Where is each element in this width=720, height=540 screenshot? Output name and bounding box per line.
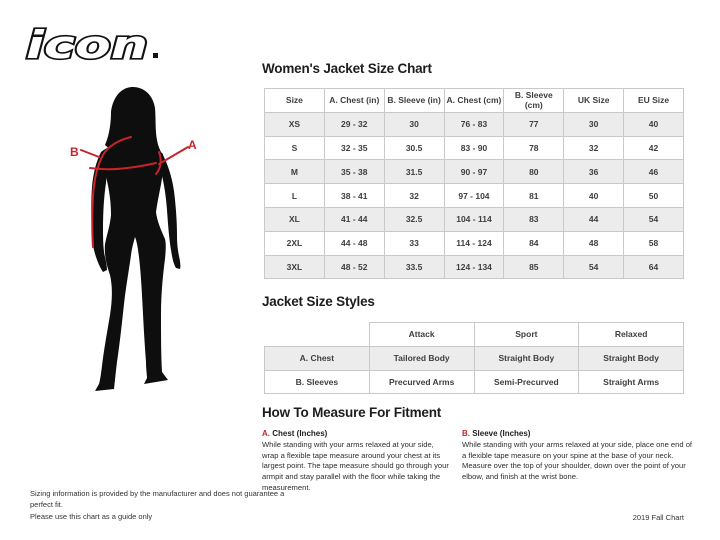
table-row [265, 346, 684, 370]
column-header: B. Sleeve (cm) [504, 89, 564, 113]
table-cell: 83 - 90 [444, 136, 504, 160]
fitment-title: How To Measure For Fitment [262, 405, 442, 420]
fitment-instructions [262, 429, 698, 493]
table-cell: B. Sleeves [265, 370, 370, 394]
table-cell: 81 [504, 184, 564, 208]
chest-measure-instructions [262, 429, 452, 493]
table-cell: 80 [504, 160, 564, 184]
column-header: A. Chest (in) [324, 89, 384, 113]
table-cell: 40 [564, 184, 624, 208]
table-cell: L [265, 184, 325, 208]
table-cell: 36 [564, 160, 624, 184]
table-cell: 97 - 104 [444, 184, 504, 208]
table-row [265, 136, 684, 160]
icon-brand-logo [18, 20, 168, 68]
table-cell: A. Chest [265, 346, 370, 370]
table-cell: 114 - 124 [444, 231, 504, 255]
jacket-styles-table [264, 322, 684, 394]
table-cell: 124 - 134 [444, 255, 504, 279]
table-cell: 30 [564, 112, 624, 136]
table-cell: Precurved Arms [369, 370, 474, 394]
measurement-label-a: A [188, 138, 197, 152]
measurement-label-b: B [70, 145, 79, 159]
table-cell: 31.5 [384, 160, 444, 184]
table-cell: 42 [624, 136, 684, 160]
table-cell: 44 - 48 [324, 231, 384, 255]
label-a-leader-line [159, 147, 188, 164]
female-silhouette [91, 87, 180, 391]
column-header: Attack [369, 323, 474, 347]
table-row [265, 207, 684, 231]
chest-instructions-body: While standing with your arms relaxed at your side, wrap a flexible tape measure around your chest at its largest point. The tape measure should go through your armpit and stay parallel with the floor while taking the measurement. [262, 440, 449, 492]
column-header: Size [265, 89, 325, 113]
table-cell: 29 - 32 [324, 112, 384, 136]
column-header: Sport [474, 323, 579, 347]
sleeve-measure-instructions [462, 429, 698, 493]
table-cell: 3XL [265, 255, 325, 279]
table-cell: M [265, 160, 325, 184]
disclaimer-line-1: Sizing information is provided by the manufacturer and does not guarantee a perfect fit. [30, 489, 285, 510]
chest-heading-prefix: A. [262, 429, 270, 438]
table-cell: 76 - 83 [444, 112, 504, 136]
table-cell: 32 [384, 184, 444, 208]
table-row [265, 255, 684, 279]
table-cell: 50 [624, 184, 684, 208]
table-cell: 35 - 38 [324, 160, 384, 184]
column-header: UK Size [564, 89, 624, 113]
chest-heading-text: Chest (Inches) [270, 429, 328, 438]
table-cell: 30.5 [384, 136, 444, 160]
table-row [265, 112, 684, 136]
column-header: Relaxed [579, 323, 684, 347]
size-chart-title: Women's Jacket Size Chart [262, 61, 432, 76]
table-cell: 104 - 114 [444, 207, 504, 231]
table-cell: XS [265, 112, 325, 136]
table-cell: 33 [384, 231, 444, 255]
table-cell: 32 [564, 136, 624, 160]
table-cell: Straight Body [579, 346, 684, 370]
table-cell: 32 - 35 [324, 136, 384, 160]
table-cell: 54 [564, 255, 624, 279]
sleeve-heading-text: Sleeve (Inches) [470, 429, 531, 438]
table-cell: Straight Body [474, 346, 579, 370]
column-header: A. Chest (cm) [444, 89, 504, 113]
table-cell: 41 - 44 [324, 207, 384, 231]
table-cell: 32.5 [384, 207, 444, 231]
table-cell: XL [265, 207, 325, 231]
column-header: B. Sleeve (in) [384, 89, 444, 113]
header-row [265, 89, 684, 113]
styles-table-title: Jacket Size Styles [262, 294, 375, 309]
sizing-disclaimer [30, 488, 300, 522]
sleeve-instructions-body: While standing with your arms relaxed at your side, place one end of a flexible tape measure on your spine at the base of your neck. Measure over the top of your shoulder, down over the point of your elbow, and finish at the wrist bone. [462, 440, 693, 481]
table-cell: Straight Arms [579, 370, 684, 394]
column-header: EU Size [624, 89, 684, 113]
disclaimer-line-2: Please use this chart as a guide only [30, 511, 153, 521]
table-cell: Semi-Precurved [474, 370, 579, 394]
table-cell: 77 [504, 112, 564, 136]
table-cell: 48 [564, 231, 624, 255]
header-row [265, 323, 684, 347]
chart-version: 2019 Fall Chart [632, 513, 684, 522]
table-cell: 58 [624, 231, 684, 255]
sleeve-heading-prefix: B. [462, 429, 470, 438]
table-row [265, 231, 684, 255]
logo-text: icon [26, 23, 148, 67]
blank-corner-cell [265, 323, 370, 347]
table-cell: 83 [504, 207, 564, 231]
table-cell: 85 [504, 255, 564, 279]
sleeve-instructions-heading [462, 429, 698, 438]
table-cell: 78 [504, 136, 564, 160]
table-cell: 64 [624, 255, 684, 279]
table-cell: 2XL [265, 231, 325, 255]
table-cell: 54 [624, 207, 684, 231]
table-row [265, 370, 684, 394]
table-cell: 46 [624, 160, 684, 184]
table-cell: Tailored Body [369, 346, 474, 370]
table-cell: 48 - 52 [324, 255, 384, 279]
chest-instructions-heading [262, 429, 452, 438]
table-row [265, 184, 684, 208]
table-row [265, 160, 684, 184]
logo-trademark-dot [153, 53, 158, 58]
table-cell: 84 [504, 231, 564, 255]
label-b-leader-line [81, 150, 99, 157]
table-cell: 38 - 41 [324, 184, 384, 208]
table-cell: 33.5 [384, 255, 444, 279]
size-chart-table [264, 88, 684, 279]
table-cell: 30 [384, 112, 444, 136]
table-cell: S [265, 136, 325, 160]
measurement-figure [10, 75, 250, 405]
table-cell: 44 [564, 207, 624, 231]
table-cell: 90 - 97 [444, 160, 504, 184]
table-cell: 40 [624, 112, 684, 136]
